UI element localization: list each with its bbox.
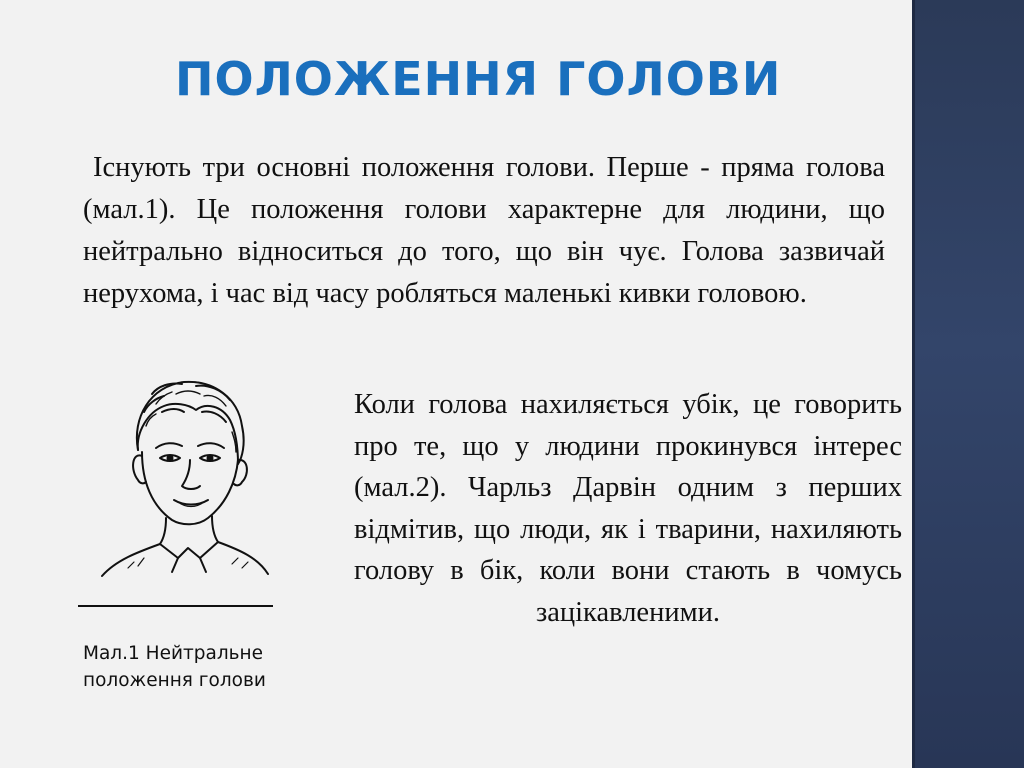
caption-line-2: положення голови xyxy=(83,670,266,691)
tilt-paragraph: Коли голова нахиляється убік, це говорить про те, що у людини прокинувся інтерес (мал.2). Чарльз Дарвін одним з перших відмітив, що люди, як і тварини, нахиляють голову в бік, коли вони стають в чомусь зацікавленими. xyxy=(354,389,902,628)
caption-line-1: Мал.1 Нейтральне xyxy=(83,643,264,664)
intro-paragraph: Існують три основні положення голови. Перше - пряма голова (мал.1). Це положення голови характерне для людини, що нейтрально відноситься до того, що він чує. Голова зазвичай нерухома, і час від часу робляться маленькі кивки головою. xyxy=(83,152,885,309)
figure-divider xyxy=(78,605,273,607)
figure-caption xyxy=(83,640,266,694)
portrait-sketch-icon xyxy=(92,372,272,587)
decorative-side-band xyxy=(912,0,1024,768)
slide-title: ПОЛОЖЕННЯ ГОЛОВИ xyxy=(175,52,782,106)
